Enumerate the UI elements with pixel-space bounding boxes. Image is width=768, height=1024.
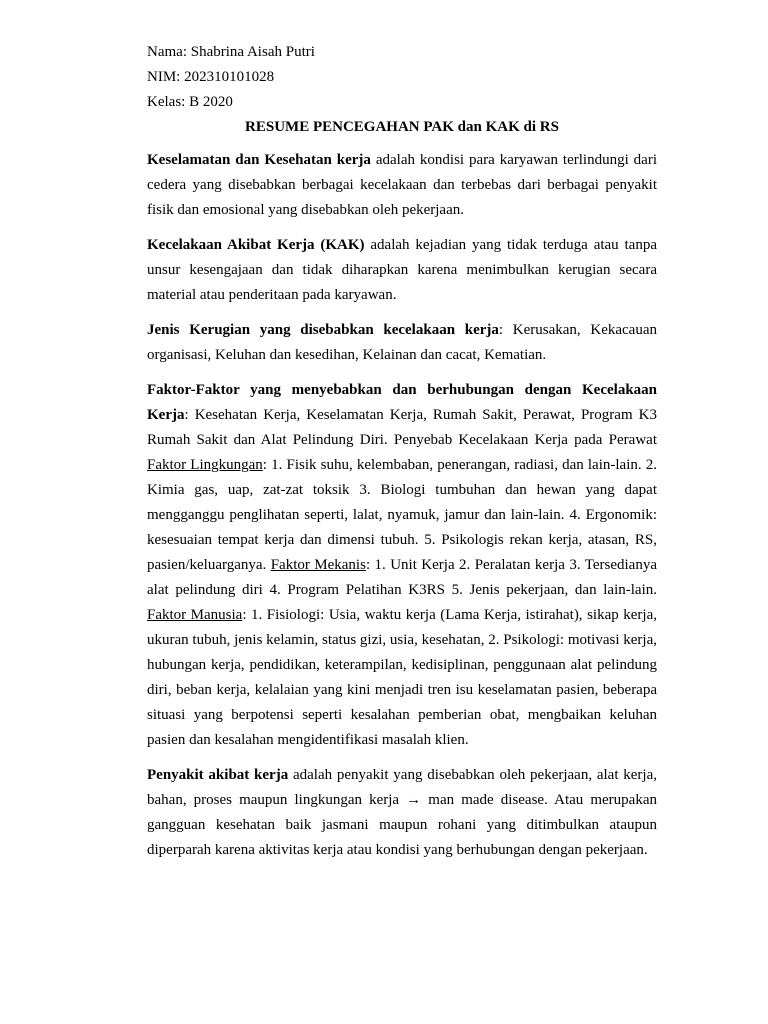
text-faktor-mekanis: : 1. Unit Kerja 2. Peralatan kerja 3. Tersedianya alat pelindung diri 4. Program Pelatihan K3RS 5. Jenis pekerjaan, dan lain-lain. bbox=[147, 557, 657, 598]
term-k3: Keselamatan dan Kesehatan kerja bbox=[147, 152, 371, 168]
student-class: Kelas: B 2020 bbox=[147, 94, 233, 110]
text-jenis-kerugian: : Kerusakan, Kekacauan organisasi, Keluhan dan kesedihan, Kelainan dan cacat, Kematian. bbox=[147, 322, 657, 363]
paragraph-pak bbox=[147, 763, 657, 863]
term-kak: Kecelakaan Akibat Kerja (KAK) bbox=[147, 237, 365, 253]
text-faktor-lingkungan: : 1. Fisik suhu, kelembaban, penerangan, radiasi, dan lain-lain. 2. Kimia gas, uap, zat-zat toksik 3. Biologi tumbuhan dan hewan yang dapat mengganggu penglihatan seperti, lalat, nyamuk, jamur dan lain-lain. 4. Ergonomik: kesesuaian tempat kerja dan dimensi tubuh. 5. Psikologis rekan kerja, atasan, RS, pasien/keluarganya. bbox=[147, 457, 658, 573]
paragraph-k3 bbox=[147, 148, 657, 223]
paragraph-kak bbox=[147, 233, 657, 308]
text-faktor-intro: : Kesehatan Kerja, Keselamatan Kerja, Rumah Sakit, Perawat, Program K3 Rumah Sakit dan Alat Pelindung Diri. Penyebab Kecelakaan Kerja pada Perawat bbox=[147, 407, 657, 448]
label-faktor-mekanis: Faktor Mekanis bbox=[270, 557, 366, 573]
paragraph-jenis-kerugian bbox=[147, 318, 657, 368]
text-k3: adalah kondisi para karyawan terlindungi dari cedera yang disebabkan berbagai kecelakaan dan terbebas dari berbagai penyakit fisik dan emosional yang disebabkan oleh pekerjaan. bbox=[147, 152, 657, 218]
term-faktor: Faktor-Faktor yang menyebabkan dan berhubungan dengan Kecelakaan Kerja bbox=[147, 382, 657, 423]
paragraph-faktor bbox=[147, 378, 657, 753]
term-pak: Penyakit akibat kerja bbox=[147, 767, 289, 783]
document-title: RESUME PENCEGAHAN PAK dan KAK di RS bbox=[245, 119, 559, 135]
label-faktor-lingkungan: Faktor Lingkungan bbox=[147, 457, 263, 473]
text-pak: adalah penyakit yang disebabkan oleh pekerjaan, alat kerja, bahan, proses maupun lingkungan kerja → man made disease. Atau merupakan gangguan kesehatan baik jasmani maupun rohani yang ditimbulkan ataupun diperparah karena aktivitas kerja atau kondisi yang berhubungan dengan pekerjaan. bbox=[147, 767, 657, 858]
document-page bbox=[147, 40, 657, 873]
student-nim: NIM: 202310101028 bbox=[147, 69, 275, 85]
text-faktor-manusia: : 1. Fisiologi: Usia, waktu kerja (Lama Kerja, istirahat), sikap kerja, ukuran tubuh, jenis kelamin, status gizi, usia, kesehatan, 2. Psikologi: motivasi kerja, hubungan kerja, pendidikan, keterampilan, kedisiplinan, penggunaan alat pelindung diri, beban kerja, kelalaian yang kini menjadi tren isu keselamatan pasien, beberapa situasi yang berpotensi seperti kesalahan pemberian obat, mengbaikan keluhan pasien dan kesalahan mengidentifikasi masalah klien. bbox=[147, 607, 657, 748]
term-jenis-kerugian: Jenis Kerugian yang disebabkan kecelakaan kerja bbox=[147, 322, 499, 338]
student-name: Nama: Shabrina Aisah Putri bbox=[147, 44, 315, 60]
text-kak: adalah kejadian yang tidak terduga atau tanpa unsur kesengajaan dan tidak diharapkan karena menimbulkan kerugian secara material atau penderitaan pada karyawan. bbox=[147, 237, 658, 303]
label-faktor-manusia: Faktor Manusia bbox=[147, 607, 243, 623]
